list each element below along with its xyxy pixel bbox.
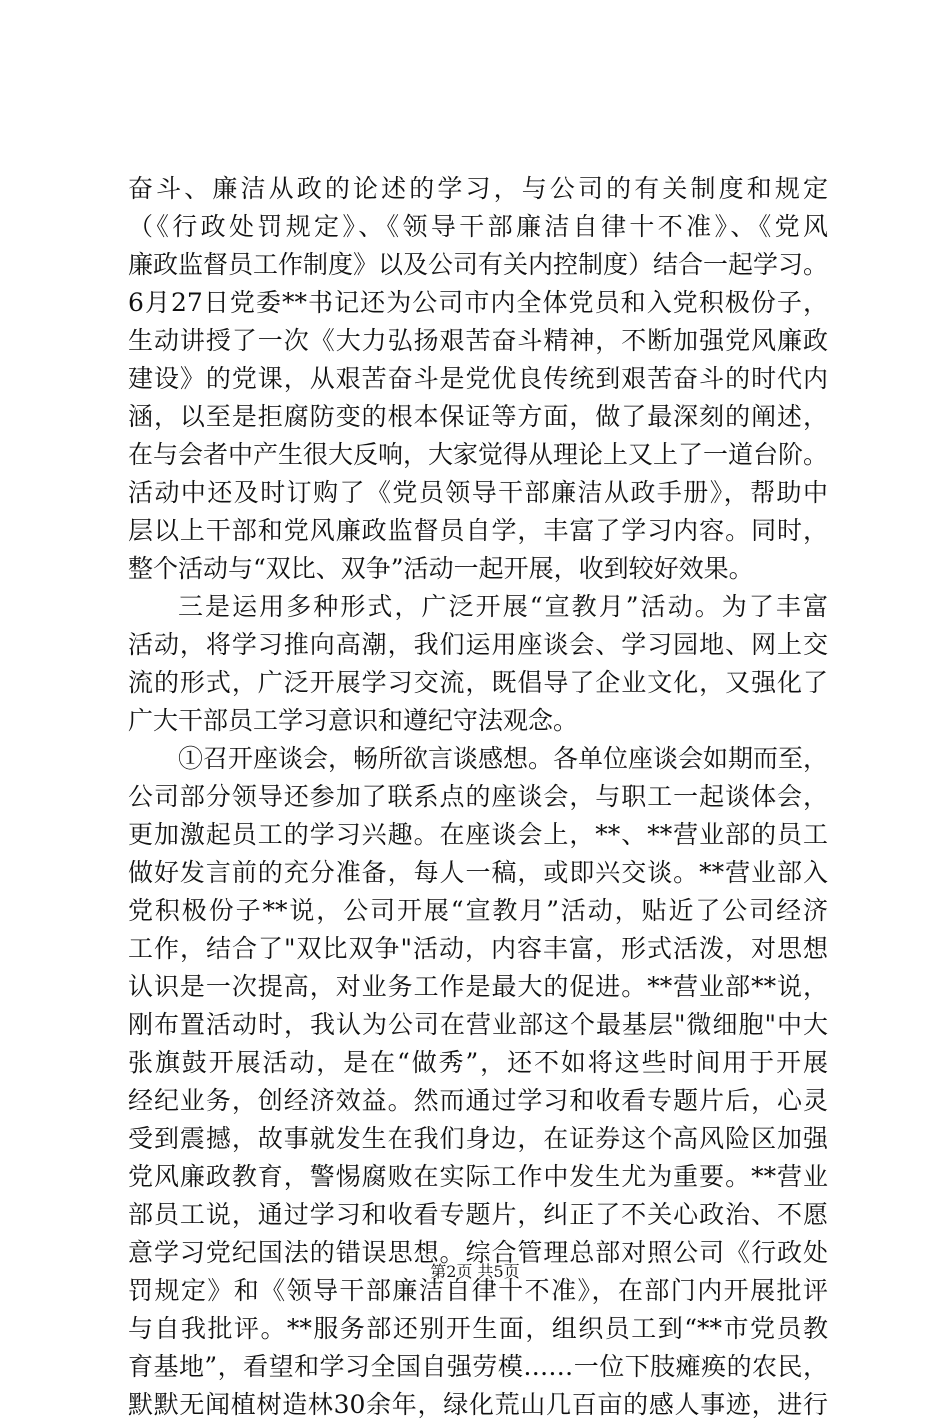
text-line: 部员工说，通过学习和收看专题片，纠正了不关心政治、不愿: [128, 1200, 828, 1229]
text-line: 三是运用多种形式，广泛开展“宣教月”活动。为了丰富: [178, 592, 828, 621]
text-line: 活动中还及时订购了《党员领导干部廉洁从政手册》，帮助中: [128, 478, 828, 507]
text-line: 公司部分领导还参加了联系点的座谈会，与职工一起谈体会，: [128, 782, 828, 811]
text-line: 意学习党纪国法的错误思想。综合管理总部对照公司《行政处: [128, 1238, 828, 1267]
text-line: 流的形式，广泛开展学习交流，既倡导了企业文化，又强化了: [128, 668, 828, 697]
text-line: 育基地”，看望和学习全国自强劳模……一位下肢瘫痪的农民，: [128, 1352, 828, 1381]
text-line: 在与会者中产生很大反响，大家觉得从理论上又上了一道台阶。: [128, 440, 828, 469]
document-body: [128, 170, 828, 1424]
text-line: 罚规定》和《领导干部廉洁自律十不准》，在部门内开展批评: [128, 1276, 828, 1305]
text-line: 6月27日党委**书记还为公司市内全体党员和入党积极份子，: [128, 288, 828, 317]
text-line: 党风廉政教育，警惕腐败在实际工作中发生尤为重要。**营业: [128, 1162, 828, 1191]
text-line: 经纪业务，创经济效益。然而通过学习和收看专题片后，心灵: [128, 1086, 828, 1115]
text-line: 刚布置活动时，我认为公司在营业部这个最基层"微细胞"中大: [128, 1010, 828, 1039]
page-footer: 第2页 共5页: [430, 1262, 520, 1281]
text-line: （《行政处罚规定》、《领导干部廉洁自律十不准》、《党风: [128, 212, 828, 241]
text-line: 奋斗、廉洁从政的论述的学习，与公司的有关制度和规定: [128, 174, 828, 203]
text-line: 受到震撼，故事就发生在我们身边，在证券这个高风险区加强: [128, 1124, 828, 1153]
text-line: 活动，将学习推向高潮，我们运用座谈会、学习园地、网上交: [128, 630, 828, 659]
text-line: ①召开座谈会，畅所欲言谈感想。各单位座谈会如期而至，: [178, 744, 828, 773]
text-line: 与自我批评。**服务部还别开生面，组织员工到“**市党员教: [128, 1314, 828, 1343]
text-line: 更加激起员工的学习兴趣。在座谈会上，**、**营业部的员工: [128, 820, 828, 849]
text-line: 生动讲授了一次《大力弘扬艰苦奋斗精神，不断加强党风廉政: [128, 326, 828, 355]
text-line: 涵，以至是拒腐防变的根本保证等方面，做了最深刻的阐述，: [128, 402, 828, 431]
text-line: 广大干部员工学习意识和遵纪守法观念。: [128, 706, 579, 735]
text-line: 认识是一次提高，对业务工作是最大的促进。**营业部**说，: [128, 972, 828, 1001]
text-line: 张旗鼓开展活动，是在“做秀”，还不如将这些时间用于开展: [128, 1048, 828, 1077]
text-line: 建设》的党课，从艰苦奋斗是党优良传统到艰苦奋斗的时代内: [128, 364, 828, 393]
text-line: 工作，结合了"双比双争"活动，内容丰富，形式活泼，对思想: [128, 934, 828, 963]
text-line: 层以上干部和党风廉政监督员自学，丰富了学习内容。同时，: [128, 516, 828, 545]
text-line: 做好发言前的充分准备，每人一稿，或即兴交谈。**营业部入: [128, 858, 828, 887]
text-line: 廉政监督员工作制度》以及公司有关内控制度）结合一起学习。: [128, 250, 828, 279]
text-line: 默默无闻植树造林30余年，绿化荒山几百亩的感人事迹，进行: [128, 1390, 828, 1419]
text-line: 整个活动与“双比、双争”活动一起开展，收到较好效果。: [128, 554, 754, 583]
text-line: 党积极份子**说，公司开展“宣教月”活动，贴近了公司经济: [128, 896, 828, 925]
